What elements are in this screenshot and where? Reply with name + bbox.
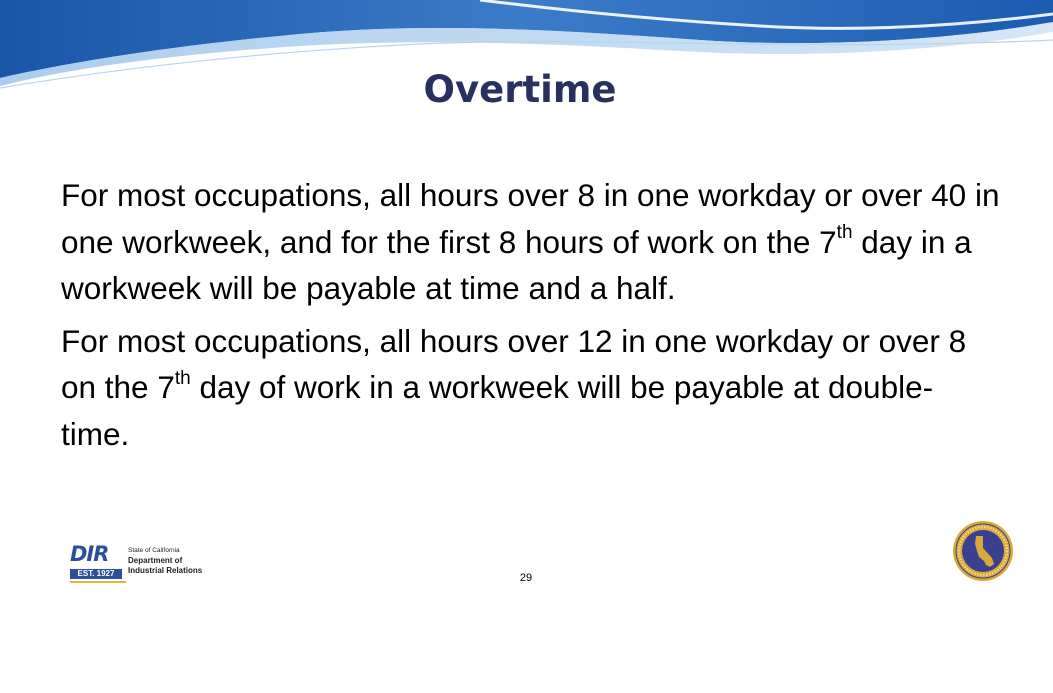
dir-logo-dept-line1: Department of <box>128 556 183 565</box>
dir-logo-letters: DIR <box>70 542 109 566</box>
dir-logo <box>70 543 210 585</box>
dir-logo-state: State of California <box>128 547 180 554</box>
dir-logo-text <box>128 546 202 576</box>
paragraph-time-and-half: For most occupations, all hours over 8 in one workday or over 40 in one workweek, and for the first 8 hours of work on the 7th day in a workweek will be payable at time and a half. <box>61 177 1000 306</box>
slide-title: Overtime <box>423 68 617 111</box>
dir-logo-established: EST. 1927 <box>70 569 122 579</box>
dir-logo-underline <box>70 581 126 583</box>
ordinal-superscript: th <box>174 367 191 389</box>
dir-logo-mark <box>70 543 126 581</box>
dir-logo-dept-line2: Industrial Relations <box>128 566 203 575</box>
ordinal-superscript: th <box>836 222 853 243</box>
paragraph-double-time: For most occupations, all hours over 12 in one workday or over 8 on the 7th day of work in a workweek will be payable at double-time. <box>61 322 967 452</box>
slide-body <box>61 172 1001 463</box>
state-seal-icon <box>952 520 1014 582</box>
page-number: 29 <box>519 572 533 584</box>
